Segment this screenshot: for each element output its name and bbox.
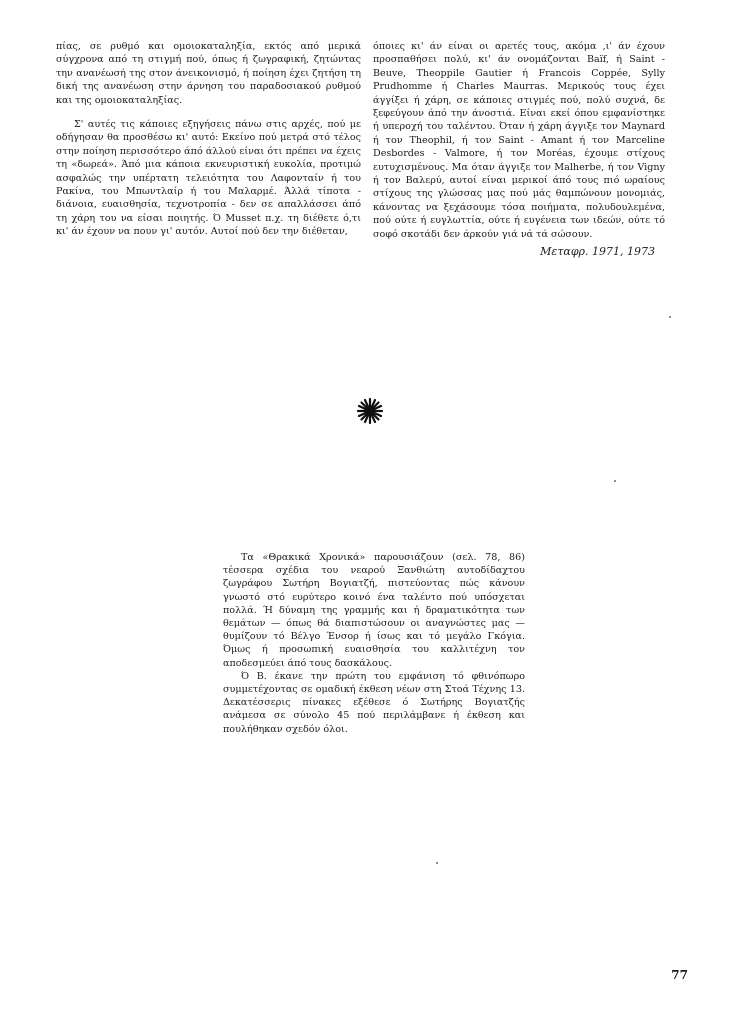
editorial-note xyxy=(223,551,525,736)
right-column xyxy=(373,40,665,259)
asterisk-ornament-icon xyxy=(356,397,384,425)
speck xyxy=(614,480,616,482)
speck xyxy=(669,316,671,318)
left-paragraph-1: πίας, σε ρυθμό και ομοιοκαταληξία, εκτός από μερικά σύγχρονα από τη στιγμή πού, όπως ή ζωγραφική, ζητώντας την ανανέωσή της στον άνεικονισμό, ή ποίηση έχει ζητήση τη δική της ανανέωση στην άρνηση του παραδοσιακού ρυθμού και της ομοιοκαταληξίας. xyxy=(56,41,361,106)
note-paragraph-1: Τα «Θρακικά Χρονικά» παρουσιάζουν (σελ. 78, 86) τέσσερα σχέδια του νεαρού Ξανθιώτη αυτοδίδαχτου ζωγράφου Σωτήρη Βογιατζή, πιστεύοντας πώς κάνουν γνωστό στό ευρύτερο κοινό ένα ταλέντο πού υπόσχεται πολλά. Ή δύναμη της γραμμής και ή δραματικότητα των θεμάτων — όπως θά διαπιστώσουν οι αναγνώστες μας — θυμίζουν τό Βέλγο Ένσορ ή ίσως και τό μεγάλο Γκόγια. Όμως ή προσωπική ευαισθησία του καλλιτέχνη τον αποδεσμεύει άπό τους δασκάλους. xyxy=(223,552,525,669)
page-number: 77 xyxy=(671,968,688,982)
left-paragraph-2: Σ' αυτές τις κάποιες εξηγήσεις πάνω στις αρχές, πού με οδήγησαν θα προσθέσω κι' αυτό: Εκείνο πού μετρά στό τέλος στην ποίηση περισσότερο άπό άλλού είναι ότι πρέπει να έχεις τη «δωρεά». Άπό μια κάποια εκνευριστική ευκολία, προτιμώ ασφαλώς την υπέρτατη τελειότητα του Λαφονταίν ή του Ρακίνα, του Μπωντλαίρ ή του Μαλαρμέ. Άλλά τίποτα - διάνοια, ευαισθησία, τεχνοτροπία - δεν σε απαλλάσσει άπό τη χάρη του να είσαι ποιητής. Ό Musset π.χ. τη διέθετε ό,τι κι' άν έχουν να πουν γι' αυτόν. Αυτοί πού δεν την διέθεταν, xyxy=(56,119,361,238)
translation-signature: Μεταφρ. 1971, 1973 xyxy=(540,245,655,259)
speck xyxy=(436,862,438,864)
left-column xyxy=(56,40,361,239)
right-paragraph-1: όποιες κι' άν είναι οι αρετές τους, ακόμα ,ι' άν έχουν προσπαθήσει πολύ, κι' άν ονομάζονται Baïf, ή Saint - Beuve, Theoppile Gautier ή Francois Coppée, Sylly Prudhomme ή Charles Maurras. Μερικούς τους έχει άγγίξει ή χάρη, σε κάποιες στιγμές πού, πολύ συχνά, δε ξεφεύγουν άπό την άνοστιά. Είναι εκεί όπου εμφανίστηκε ή υπεροχή του ταλέντου. Όταν ή χάρη άγγιξε τον Maynard ή τον Theophil, ή τον Saint - Amant ή τον Marceline Desbordes - Valmore, ή τον Moréas, έχουμε στίχους ευτυχισμένους. Μα όταν άγγιξε τον Malherbe, ή τον Vigny ή τον Βαλερύ, αυτοί είναι μερικοί άπό τους πιό ωραίους στίχους της γλώσσας μας πού μάς θαμπώνουν μονομιάς, κάνοντας να ξεχάσουμε τόσα ποιήματα, πολυδουλεμένα, πού ούτε ή ευγλωττία, ούτε ή ευγένεια των ιδεών, ούτε τό σοφό σκοτάδι δεν άρκούν γιά νά τά σώσουν. xyxy=(373,41,665,240)
note-paragraph-2: Ό Β. έκανε την πρώτη του εμφάνιση τό φθινόπωρο συμμετέχοντας σε ομαδική έκθεση νέων στη Στοά Τέχνης 13. Δεκατέσσερις πίνακες εξέθεσε ό Σωτήρης Βογιατζής ανάμεσα σε σύνολο 45 πού περιλάμβανε ή έκθεση και πουλήθηκαν σχεδόν όλοι. xyxy=(223,670,525,735)
